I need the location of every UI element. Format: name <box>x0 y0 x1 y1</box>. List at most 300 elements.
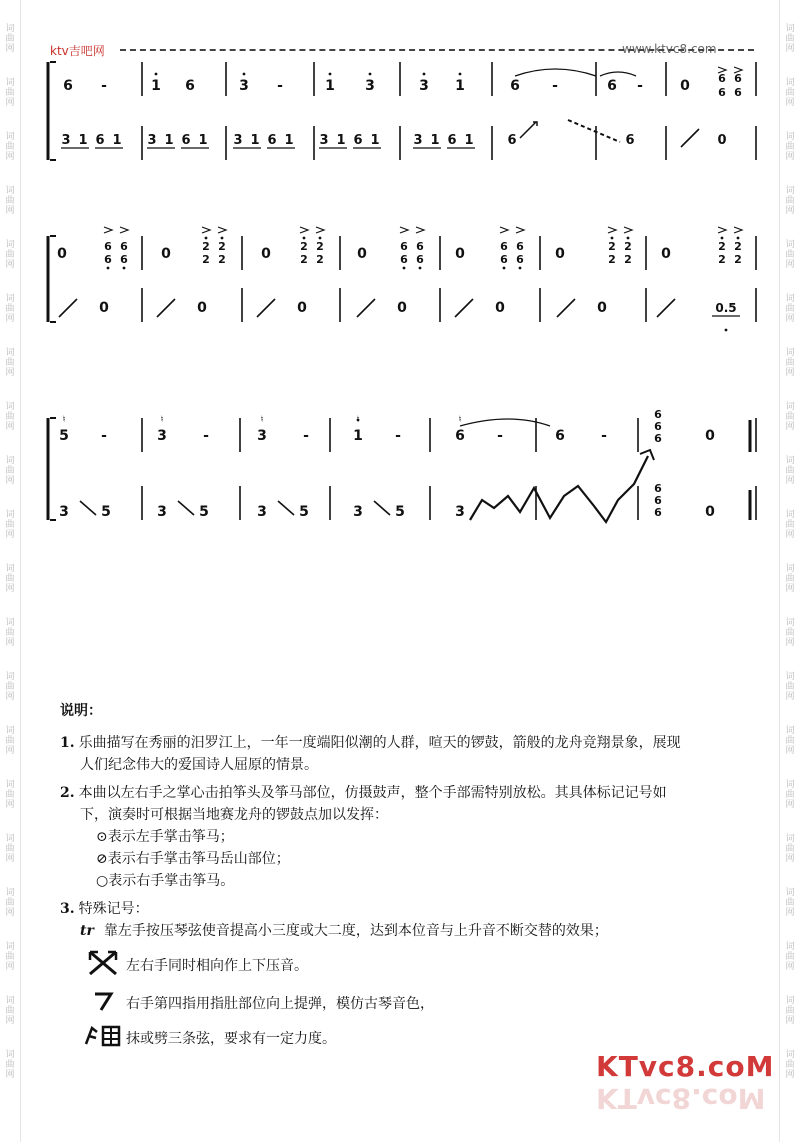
side-watermark-char: 网 <box>5 692 15 702</box>
upstroke-mark <box>657 299 675 317</box>
chord-note: 2 <box>734 240 742 253</box>
lower-note: 3 <box>233 133 243 148</box>
side-watermark-char: 网 <box>5 44 15 54</box>
chord-note: 2 <box>202 240 210 253</box>
side-watermark-char: 词 <box>5 348 15 358</box>
accent-mark <box>416 227 424 233</box>
lower-note: 5 <box>101 504 111 520</box>
upper-rest: 0 <box>357 246 367 262</box>
natural-sign: ♮ <box>260 415 264 425</box>
upper-note: 3 <box>157 428 167 444</box>
tie-arc <box>600 72 636 76</box>
side-watermark-char: 网 <box>785 746 795 756</box>
side-watermark-group <box>5 618 14 648</box>
top-right-watermark: www.ktvc8.com <box>622 42 717 56</box>
natural-sign: ♮ <box>458 415 462 425</box>
octave-dot <box>403 267 406 270</box>
chord-note: 2 <box>202 253 210 266</box>
upper-note: 6 <box>718 72 726 85</box>
side-watermark-char: 网 <box>785 1016 795 1026</box>
upper-note: 3 <box>419 78 429 94</box>
upper-note: 3 <box>365 78 375 94</box>
upper-note: 6 <box>455 428 465 444</box>
note-item-2-sub-3: ○表示右手掌击筝马。 <box>96 873 235 889</box>
octave-dot <box>725 329 728 332</box>
side-watermark-char: 曲 <box>5 250 15 260</box>
side-watermark-char: 网 <box>785 206 795 216</box>
side-watermark-char: 词 <box>5 510 15 520</box>
octave-dot <box>627 237 630 240</box>
side-watermark-char: 网 <box>785 638 795 648</box>
side-watermark-char: 曲 <box>785 250 795 260</box>
side-watermark-group <box>785 618 794 648</box>
lower-note: 5 <box>299 504 309 520</box>
side-watermark-char: 词 <box>5 726 15 736</box>
side-watermark-group <box>785 996 794 1026</box>
side-watermark-char: 词 <box>785 348 795 358</box>
side-watermark-char: 网 <box>785 908 795 918</box>
side-watermark-char: 曲 <box>785 304 795 314</box>
lower-note: 1 <box>78 133 88 148</box>
stacked-note: 6 <box>654 506 662 519</box>
octave-dot <box>503 267 506 270</box>
side-watermark-char: 词 <box>785 78 795 88</box>
side-watermark-group <box>785 564 794 594</box>
side-watermark-char: 词 <box>785 942 795 952</box>
chord-note: 6 <box>416 253 424 266</box>
score-svg <box>0 0 800 560</box>
lower-note: 1 <box>250 133 260 148</box>
side-watermark-char: 曲 <box>785 466 795 476</box>
system-1 <box>48 62 756 160</box>
upper-rest: 0 <box>455 246 465 262</box>
octave-dot <box>611 237 614 240</box>
upper-note: 6 <box>734 72 742 85</box>
upper-note: - <box>552 78 558 94</box>
upstroke-mark <box>59 299 77 317</box>
upstroke-mark <box>455 299 473 317</box>
side-watermark-char: 曲 <box>5 574 15 584</box>
side-watermark-char: 词 <box>5 132 15 142</box>
side-watermark-char: 词 <box>785 996 795 1006</box>
side-watermark-char: 曲 <box>785 520 795 530</box>
accent-mark <box>300 227 308 233</box>
chord-note: 2 <box>218 253 226 266</box>
top-left-watermark: ktv吉吧网 <box>50 44 105 58</box>
lower-note: 3 <box>319 133 329 148</box>
note-item-1 <box>60 732 765 776</box>
side-watermark-char: 网 <box>5 476 15 486</box>
chord-note: 6 <box>416 240 424 253</box>
side-watermark-char: 词 <box>785 132 795 142</box>
lower-note: 3 <box>147 133 157 148</box>
accent-mark <box>500 227 508 233</box>
upper-note: 6 <box>185 78 195 94</box>
side-watermark-char: 词 <box>785 294 795 304</box>
side-watermark-char: 曲 <box>785 844 795 854</box>
upper-note: 6 <box>607 78 617 94</box>
side-watermark-char: 词 <box>5 834 15 844</box>
three-string-strike-icon <box>80 1024 126 1054</box>
side-watermark-char: 词 <box>785 186 795 196</box>
finger-upstroke-icon <box>80 990 126 1018</box>
upper-note: 1 <box>455 78 465 94</box>
lower-note: 6 <box>625 133 635 148</box>
system-brace-cap <box>50 62 56 160</box>
octave-dot <box>243 73 246 76</box>
lower-note: 0 <box>717 133 727 148</box>
symbol-3-description: 抹或劈三条弦，要求有一定力度。 <box>126 1031 336 1047</box>
side-watermark-char: 词 <box>5 240 15 250</box>
side-watermark-char: 网 <box>5 638 15 648</box>
accent-mark <box>202 227 210 233</box>
side-watermark-group <box>785 726 794 756</box>
stacked-note: 6 <box>654 482 662 495</box>
side-watermark-char: 网 <box>5 908 15 918</box>
octave-dot <box>221 237 224 240</box>
lower-note: 1 <box>284 133 294 148</box>
side-watermark-char: 词 <box>5 78 15 88</box>
side-watermark-group <box>5 888 14 918</box>
note-item-1-number: 1. <box>60 735 75 751</box>
side-watermark-char: 网 <box>785 692 795 702</box>
note-item-3-title: 特殊记号： <box>78 901 149 917</box>
upper-note: - <box>101 428 107 444</box>
lower-note: 0 <box>297 300 307 316</box>
side-watermark-char: 网 <box>5 368 15 378</box>
side-watermark-char: 曲 <box>5 898 15 908</box>
upper-note: 6 <box>63 78 73 94</box>
lower-note: 3 <box>59 504 69 520</box>
lower-note: 3 <box>353 504 363 520</box>
accent-mark <box>608 227 616 233</box>
side-watermark-char: 词 <box>785 402 795 412</box>
side-watermark-group <box>5 942 14 972</box>
octave-dot <box>419 267 422 270</box>
side-watermark-char: 词 <box>5 402 15 412</box>
lower-note: 6 <box>447 133 457 148</box>
chord-note: 6 <box>516 240 524 253</box>
upper-rest: 0 <box>261 246 271 262</box>
accent-mark <box>734 227 742 233</box>
upper-note: 3 <box>257 428 267 444</box>
accent-mark <box>400 227 408 233</box>
lower-note: 3 <box>257 504 267 520</box>
system-3 <box>48 408 756 522</box>
upper-rest: 0 <box>705 428 715 444</box>
chord-note: 2 <box>608 240 616 253</box>
tr-description: 靠左手按压琴弦使音提高小三度或大二度，达到本位音与上升音不断交替的效果； <box>103 923 608 939</box>
upstroke-mark <box>357 299 375 317</box>
side-watermark-char: 曲 <box>785 952 795 962</box>
symbol-2-description: 右手第四指用指肚部位向上提弹，模仿古琴音色， <box>126 996 434 1012</box>
side-watermark-char: 网 <box>785 584 795 594</box>
stacked-note: 6 <box>654 420 662 433</box>
side-watermark-char: 网 <box>5 1070 15 1080</box>
upper-note: 6 <box>510 78 520 94</box>
glide-arrow <box>520 122 537 138</box>
side-watermark-char: 曲 <box>5 844 15 854</box>
upper-note: - <box>101 78 107 94</box>
side-watermark-char: 曲 <box>5 628 15 638</box>
chord-note: 2 <box>734 253 742 266</box>
side-watermark-group <box>785 888 794 918</box>
side-watermark-char: 词 <box>5 942 15 952</box>
accent-mark <box>516 227 524 233</box>
upper-note: - <box>395 428 401 444</box>
upper-note: 6 <box>734 86 742 99</box>
side-watermark-char: 词 <box>785 24 795 34</box>
side-watermark-char: 网 <box>5 152 15 162</box>
octave-dot <box>357 419 360 422</box>
upper-note: 5 <box>59 428 69 444</box>
note-item-3-number: 3. <box>60 901 75 917</box>
side-watermark-group <box>785 672 794 702</box>
side-watermark-char: 网 <box>5 260 15 270</box>
side-watermark-char: 词 <box>5 564 15 574</box>
side-watermark-char: 网 <box>785 422 795 432</box>
chord-note: 2 <box>316 253 324 266</box>
octave-dot <box>423 73 426 76</box>
upper-rest: 0 <box>555 246 565 262</box>
side-watermark-group <box>5 996 14 1026</box>
accent-mark <box>718 227 726 233</box>
lower-note: 5 <box>395 504 405 520</box>
lower-note: 0 <box>197 300 207 316</box>
upper-note: 1 <box>325 78 335 94</box>
lower-note: 0 <box>495 300 505 316</box>
upper-rest: 0 <box>161 246 171 262</box>
upper-note: 1 <box>353 428 363 444</box>
side-watermark-char: 词 <box>5 888 15 898</box>
upstroke-mark <box>557 299 575 317</box>
side-watermark-group <box>5 564 14 594</box>
note-item-1-line-1: 乐曲描写在秀丽的汨罗江上，一年一度端阳似潮的人群，喧天的锣鼓，箭般的龙舟竞翔景象，展现 <box>78 735 681 751</box>
side-watermark-char: 曲 <box>5 304 15 314</box>
note-item-2-sub-1: ⊙表示左手掌击筝马； <box>96 829 234 845</box>
side-watermark-char: 曲 <box>785 142 795 152</box>
chord-note: 6 <box>120 253 128 266</box>
side-watermark-char: 曲 <box>785 34 795 44</box>
upper-note: 3 <box>239 78 249 94</box>
explanation-title: 说明： <box>60 703 102 719</box>
chord-note: 2 <box>316 240 324 253</box>
side-watermark-char: 词 <box>785 564 795 574</box>
system-2 <box>48 227 756 331</box>
side-watermark-char: 词 <box>785 510 795 520</box>
note-item-2 <box>60 782 765 892</box>
side-watermark-char: 网 <box>785 152 795 162</box>
side-watermark-char: 曲 <box>5 682 15 692</box>
chord-note: 6 <box>400 253 408 266</box>
system-brace-cap <box>50 418 56 520</box>
side-watermark-group <box>5 780 14 810</box>
side-watermark-char: 曲 <box>5 1006 15 1016</box>
side-watermark-char: 词 <box>785 672 795 682</box>
stacked-note: 6 <box>654 432 662 445</box>
side-watermark-char: 曲 <box>5 34 15 44</box>
lower-note: 0 <box>99 300 109 316</box>
octave-dot <box>107 267 110 270</box>
symbol-1-description: 左右手同时相向作上下压音。 <box>126 958 308 974</box>
side-watermark-char: 网 <box>5 530 15 540</box>
side-watermark-char: 网 <box>5 314 15 324</box>
upper-note: - <box>203 428 209 444</box>
side-watermark-char: 词 <box>5 186 15 196</box>
side-watermark-char: 曲 <box>785 790 795 800</box>
upstroke-mark <box>681 129 699 147</box>
side-watermark-char: 曲 <box>5 952 15 962</box>
note-item-2-line-1: 本曲以左右手之掌心击拍筝头及筝马部位，仿摄鼓声，整个手部需特别放松。其具体标记记号如 <box>78 785 667 801</box>
side-watermark-group <box>785 1050 794 1080</box>
side-watermark-char: 网 <box>785 260 795 270</box>
lower-note: 3 <box>61 133 71 148</box>
side-watermark-group <box>5 1050 14 1080</box>
side-watermark-char: 词 <box>785 726 795 736</box>
lower-rest: 0 <box>705 504 715 520</box>
cross-arrows-icon <box>80 948 126 984</box>
lower-note: 0 <box>397 300 407 316</box>
side-watermark-char: 曲 <box>5 142 15 152</box>
side-watermark-char: 曲 <box>5 790 15 800</box>
lower-note: 1 <box>370 133 380 148</box>
side-watermark-char: 词 <box>785 834 795 844</box>
side-watermark-char: 曲 <box>5 466 15 476</box>
side-watermark-char: 网 <box>785 368 795 378</box>
side-watermark-char: 网 <box>785 476 795 486</box>
upper-note: 6 <box>718 86 726 99</box>
chord-note: 2 <box>218 240 226 253</box>
note-item-2-sub-2: ⊘表示右手掌击筝马岳山部位； <box>96 851 290 867</box>
side-watermark-char: 曲 <box>785 898 795 908</box>
lower-note: 1 <box>112 133 122 148</box>
side-watermark-char: 曲 <box>5 358 15 368</box>
upper-rest: 0 <box>661 246 671 262</box>
tremolo-zigzag <box>470 456 648 522</box>
natural-sign: ♮ <box>160 415 164 425</box>
note-item-1-line-2: 人们纪念伟大的爱国诗人屈原的情景。 <box>80 757 318 773</box>
accent-mark <box>316 227 324 233</box>
side-watermark-char: 网 <box>785 854 795 864</box>
side-watermark-char: 曲 <box>5 412 15 422</box>
side-watermark-char: 词 <box>785 780 795 790</box>
side-watermark-char: 词 <box>785 240 795 250</box>
glissando-line <box>568 120 620 142</box>
side-watermark-char: 网 <box>785 98 795 108</box>
site-logo-watermark: KTvc8.coM <box>596 1050 775 1083</box>
upper-note: - <box>277 78 283 94</box>
side-watermark-char: 网 <box>5 206 15 216</box>
accent-mark <box>218 227 226 233</box>
lower-note: 6 <box>353 133 363 148</box>
side-watermark-group <box>5 834 14 864</box>
side-watermark-char: 词 <box>785 1050 795 1060</box>
side-watermark-char: 网 <box>785 314 795 324</box>
side-watermark-char: 网 <box>5 422 15 432</box>
chord-note: 6 <box>104 240 112 253</box>
chord-note: 6 <box>104 253 112 266</box>
side-watermark-char: 曲 <box>5 520 15 530</box>
chord-note: 2 <box>608 253 616 266</box>
side-watermark-char: 词 <box>5 780 15 790</box>
lower-note: 1 <box>464 133 474 148</box>
lower-note: 3 <box>455 504 465 520</box>
side-watermark-char: 网 <box>5 746 15 756</box>
chord-note: 2 <box>718 253 726 266</box>
side-watermark-group <box>785 780 794 810</box>
upper-note: - <box>497 428 503 444</box>
note-item-2-line-2: 下，演奏时可根据当地赛龙舟的锣鼓点加以发挥： <box>80 807 388 823</box>
downstroke-mark <box>80 501 96 515</box>
chord-note: 2 <box>624 253 632 266</box>
side-watermark-char: 曲 <box>785 628 795 638</box>
side-watermark-char: 曲 <box>5 1060 15 1070</box>
tie-arc <box>515 69 596 76</box>
lower-note: 0 <box>597 300 607 316</box>
side-watermark-char: 词 <box>785 456 795 466</box>
chord-note: 6 <box>400 240 408 253</box>
octave-dot <box>459 73 462 76</box>
side-watermark-char: 词 <box>5 996 15 1006</box>
explanation-section <box>60 700 765 1060</box>
symbol-row-2 <box>60 990 765 1018</box>
lower-note: 0.5 <box>715 301 737 315</box>
side-watermark-char: 词 <box>5 24 15 34</box>
accent-mark <box>104 227 112 233</box>
upstroke-mark <box>157 299 175 317</box>
upper-rest: 0 <box>57 246 67 262</box>
side-watermark-char: 曲 <box>785 1006 795 1016</box>
side-watermark-group <box>5 726 14 756</box>
octave-dot <box>329 73 332 76</box>
chord-note: 2 <box>300 240 308 253</box>
side-watermark-char: 网 <box>5 1016 15 1026</box>
symbol-row-1 <box>60 948 765 984</box>
lower-note: 5 <box>199 504 209 520</box>
stacked-note: 6 <box>654 494 662 507</box>
site-logo-reflection: KTvc8.coM <box>596 1082 766 1115</box>
octave-dot <box>721 237 724 240</box>
upper-note: - <box>637 78 643 94</box>
accent-mark <box>120 227 128 233</box>
side-watermark-char: 网 <box>5 98 15 108</box>
octave-dot <box>737 237 740 240</box>
lower-note: 3 <box>413 133 423 148</box>
side-watermark-char: 词 <box>785 888 795 898</box>
side-watermark-char: 网 <box>5 962 15 972</box>
lower-note: 6 <box>267 133 277 148</box>
octave-dot <box>123 267 126 270</box>
lower-note: 1 <box>164 133 174 148</box>
side-watermark-char: 网 <box>5 584 15 594</box>
tr-symbol: tr <box>80 923 94 939</box>
side-watermark-char: 网 <box>785 530 795 540</box>
chord-note: 2 <box>718 240 726 253</box>
side-watermark-char: 词 <box>5 672 15 682</box>
side-watermark-char: 网 <box>785 800 795 810</box>
side-watermark-group <box>785 942 794 972</box>
upper-note: - <box>303 428 309 444</box>
accent-mark <box>624 227 632 233</box>
side-watermark-char: 曲 <box>5 736 15 746</box>
downstroke-mark <box>278 501 294 515</box>
chord-note: 6 <box>500 253 508 266</box>
octave-dot <box>303 237 306 240</box>
stacked-note: 6 <box>654 408 662 421</box>
lower-note: 6 <box>181 133 191 148</box>
lower-note: 1 <box>198 133 208 148</box>
side-watermark-char: 网 <box>785 1070 795 1080</box>
